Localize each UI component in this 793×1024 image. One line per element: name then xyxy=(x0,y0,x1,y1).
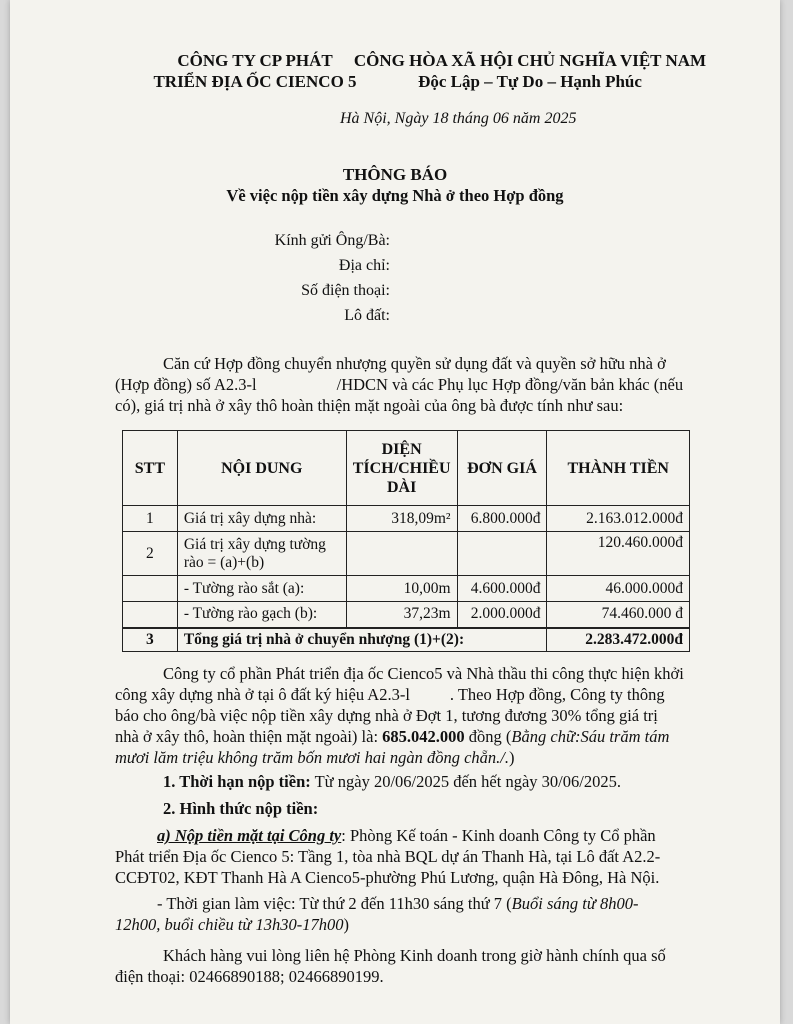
cell-stt: 1 xyxy=(123,506,178,532)
cell-total: 120.460.000đ xyxy=(547,532,690,576)
close-paren: ) xyxy=(509,748,515,767)
working-hours-paragraph xyxy=(115,893,690,935)
header-price: ĐƠN GIÁ xyxy=(457,431,547,506)
nation-line-2: Độc Lập – Tự Do – Hạnh Phúc xyxy=(418,72,642,91)
cell-price: 4.600.000đ xyxy=(457,576,547,602)
amount-unit: đồng ( xyxy=(464,727,512,746)
cell-area xyxy=(346,532,457,576)
intro-line-1: Căn cứ Hợp đồng chuyển nhượng quyền sử dụng đất và quyền sở hữu nhà ở xyxy=(163,354,666,373)
cell-price: 2.000.000đ xyxy=(457,602,547,628)
amount-in-words-1: Bằng chữ:Sáu trăm tám xyxy=(511,727,670,746)
cell-area: 10,00m xyxy=(346,576,457,602)
cell-stt xyxy=(123,602,178,628)
cell-stt: 2 xyxy=(123,532,178,576)
recipient-address-label: Địa chỉ: xyxy=(338,257,390,274)
header-area: DIỆN TÍCH/CHIỀU DÀI xyxy=(346,431,457,506)
cell-content: Giá trị xây dựng tường rào = (a)+(b) xyxy=(177,532,346,576)
hours-close-paren: ) xyxy=(343,915,350,934)
hours-line-2 xyxy=(115,914,690,935)
notice-line-2-rest: . Theo Hợp đồng, Công ty thông xyxy=(449,685,665,704)
cell-content: - Tường rào gạch (b): xyxy=(177,602,346,628)
table-total-row xyxy=(123,628,690,652)
table-header-row xyxy=(123,431,690,506)
company-line-2: TRIỂN ĐỊA ỐC CIENCO 5 xyxy=(153,72,357,91)
national-motto xyxy=(345,50,715,92)
payment-amount: 685.042.000 xyxy=(382,727,465,746)
notice-line-3: báo cho ông/bà việc nộp tiền xây dựng nhà ở Đợt 1, tương đương 30% tổng giá trị xyxy=(115,706,658,725)
date-line: Hà Nội, Ngày 18 tháng 06 năm 2025 xyxy=(340,110,577,127)
price-table xyxy=(122,430,690,652)
company-name xyxy=(130,50,380,92)
lot-code-prefix: công xây dựng nhà ở tại ô đất ký hiệu A2.3-l xyxy=(115,685,410,704)
recipient-lot-label: Lô đất: xyxy=(344,307,390,324)
cash-line-1 xyxy=(115,825,690,846)
amount-in-words-2: mươi lăm triệu không trăm bốn mươi hai ngàn đồng chẵn./. xyxy=(115,748,510,767)
section-payment-method: 2. Hình thức nộp tiền: xyxy=(163,799,319,818)
cash-line-2: Phát triển Địa ốc Cienco 5: Tầng 1, tòa nhà BQL dự án Thanh Hà, tại Lô đất A2.2- xyxy=(115,847,661,866)
table-row xyxy=(123,576,690,602)
contract-number-prefix: (Hợp đồng) số A2.3-l xyxy=(115,375,257,394)
cell-total: 2.163.012.000đ xyxy=(547,506,690,532)
cell-total: 46.000.000đ xyxy=(547,576,690,602)
page-subtitle: Về việc nộp tiền xây dựng Nhà ở theo Hợp đồng xyxy=(226,186,564,205)
contact-line-2: điện thoại: 02466890188; 02466890199. xyxy=(115,967,384,986)
hours-text: - Thời gian làm việc: Từ thứ 2 đến 11h30 sáng thứ 7 ( xyxy=(157,894,512,913)
cell-stt: 3 xyxy=(123,628,178,652)
document-page xyxy=(10,0,780,1024)
amount-intro: nhà ở xây thô, hoàn thiện mặt ngoài) là: xyxy=(115,727,383,746)
deadline-text: Từ ngày 20/06/2025 đến hết ngày 30/06/2025. xyxy=(310,772,621,791)
recipient-to-label: Kính gửi Ông/Bà: xyxy=(274,232,390,249)
notice-line-1: Công ty cổ phần Phát triển địa ốc Cienco5 và Nhà thầu thi công thực hiện khởi xyxy=(163,664,684,683)
page-title: THÔNG BÁO xyxy=(342,165,448,184)
deadline-label: 1. Thời hạn nộp tiền: xyxy=(163,772,311,791)
nation-line-1: CÔNG HÒA XÃ HỘI CHỦ NGHĨA VIỆT NAM xyxy=(353,51,707,70)
cell-content: Tổng giá trị nhà ở chuyển nhượng (1)+(2): xyxy=(177,628,547,652)
recipient-block xyxy=(275,228,390,328)
notice-paragraph xyxy=(115,663,690,768)
intro-line-3: có), giá trị nhà ở xây thô hoàn thiện mặt ngoài của ông bà được tính như sau: xyxy=(115,396,624,415)
cell-stt xyxy=(123,576,178,602)
hours-line-1 xyxy=(115,893,690,914)
company-line-1: CÔNG TY CP PHÁT xyxy=(177,51,333,70)
contract-number-suffix: /HDCN và các Phụ lục Hợp đồng/văn bản khác (nếu xyxy=(336,375,684,394)
header-total: THÀNH TIỀN xyxy=(547,431,690,506)
cell-price xyxy=(457,532,547,576)
contact-paragraph xyxy=(115,945,690,987)
cell-content: Giá trị xây dựng nhà: xyxy=(177,506,346,532)
cell-price: 6.800.000đ xyxy=(457,506,547,532)
hours-italic-1: Buổi sáng từ 8h00- xyxy=(511,894,639,913)
header-stt: STT xyxy=(123,431,178,506)
section-payment-deadline xyxy=(163,772,621,792)
cash-label: a) Nộp tiền mặt tại Công ty xyxy=(157,826,342,845)
cell-total: 2.283.472.000đ xyxy=(547,628,690,652)
notice-line-4 xyxy=(115,726,690,747)
table-row xyxy=(123,532,690,576)
notice-line-2 xyxy=(115,684,690,705)
cash-line-3: CCĐT02, KĐT Thanh Hà A Cienco5-phường Phú Lương, quận Hà Đông, Hà Nội. xyxy=(115,868,660,887)
recipient-phone-label: Số điện thoại: xyxy=(301,282,390,299)
cell-area: 37,23m xyxy=(346,602,457,628)
cell-total: 74.460.000 đ xyxy=(547,602,690,628)
cash-text-1: : Phòng Kế toán - Kinh doanh Công ty Cổ phần xyxy=(341,826,656,845)
header-content: NỘI DUNG xyxy=(177,431,346,506)
hours-italic-2: 12h00, buổi chiều từ 13h30-17h00 xyxy=(115,915,344,934)
cell-area: 318,09m² xyxy=(346,506,457,532)
contact-line-1: Khách hàng vui lòng liên hệ Phòng Kinh doanh trong giờ hành chính qua số xyxy=(163,946,666,965)
cash-payment-paragraph xyxy=(115,825,690,888)
notice-line-5 xyxy=(115,747,690,768)
intro-paragraph xyxy=(115,353,690,416)
table-row xyxy=(123,506,690,532)
table-row xyxy=(123,602,690,628)
cell-content: - Tường rào sắt (a): xyxy=(177,576,346,602)
intro-line-2 xyxy=(115,374,690,395)
